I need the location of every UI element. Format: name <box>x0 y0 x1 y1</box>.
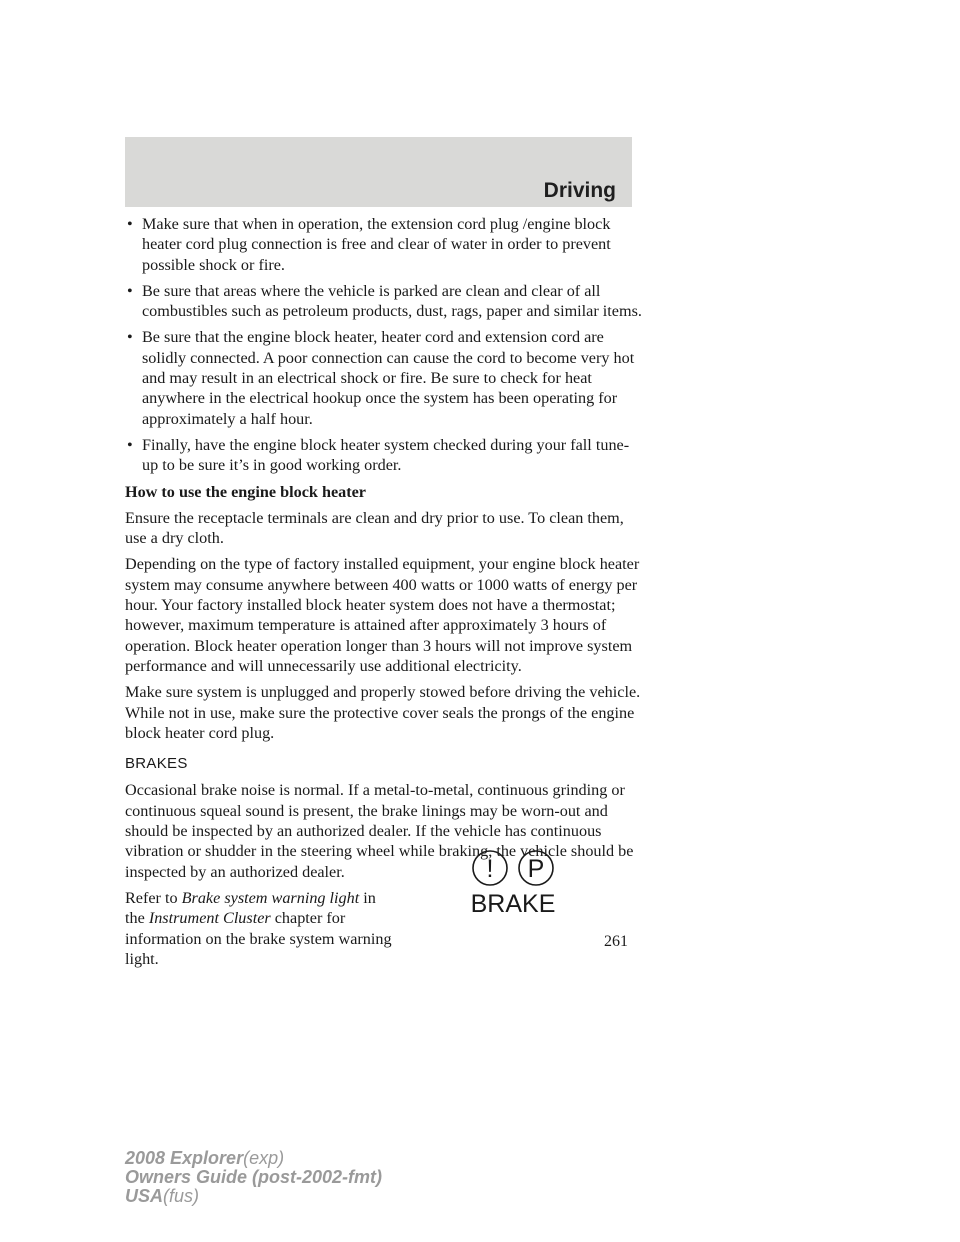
bullet-text: Be sure that the engine block heater, heater cord and extension cord are solidly connected. A poor connection can cause the cord to become very hot and may result in an electrical shock or fire. Be sure to check for heat anywhere in the electrical hookup once the system has been operating for approximately a half hour. <box>142 328 635 428</box>
bullet-text: Finally, have the engine block heater system checked during your fall tune-up to be sure it’s in good working order. <box>142 435 630 475</box>
page-content <box>125 214 645 975</box>
refer-suffix: chapter for information on the brake system warning light. <box>125 909 392 968</box>
bullet-glyph: • <box>127 435 133 454</box>
footer-model: 2008 Explorer <box>125 1148 244 1168</box>
how-to-paragraph: Make sure system is unplugged and properly stowed before driving the vehicle. While not in use, make sure the protective cover seals the prongs of the engine block heater cord plug. <box>125 683 641 742</box>
refer-prefix: Refer to <box>125 888 182 907</box>
section-header-band <box>125 137 632 207</box>
bullet-item <box>125 214 645 275</box>
footer-guide: Owners Guide (post-2002-fmt) <box>125 1167 383 1187</box>
bullet-glyph: • <box>127 281 133 300</box>
footer-market: USA <box>125 1186 164 1206</box>
document-footer <box>125 1149 382 1206</box>
how-to-heading: How to use the engine block heater <box>125 482 366 501</box>
brakes-refer-paragraph <box>125 888 395 969</box>
brakes-heading: BRAKES <box>125 755 188 773</box>
brake-label: BRAKE <box>470 890 556 915</box>
bullet-glyph: • <box>127 215 133 233</box>
section-title: Driving <box>543 179 616 202</box>
footer-market-code: (fus) <box>163 1186 200 1206</box>
refer-link-brake-warning: Brake system warning light <box>181 888 360 907</box>
bullet-item <box>125 435 645 476</box>
how-to-paragraph: Ensure the receptacle terminals are clean and dry prior to use. To clean them, use a dry cloth. <box>125 508 624 548</box>
page-number: 261 <box>604 933 628 950</box>
footer-line-guide <box>125 1168 382 1187</box>
how-to-paragraph: Depending on the type of factory installed equipment, your engine block heater system may consume anywhere between 400 watts or 1000 watts of energy per hour. Your factory installed block heater system does not have a thermostat; however, maximum temperature is attained after approximately 3 hours of operation. Block heater operation longer than 3 hours will not improve system performance and will unnecessarily use additional electricity. <box>125 555 640 675</box>
brakes-paragraph: Occasional brake noise is normal. If a metal-to-metal, continuous grinding or continuous squeal sound is present, the brake linings may be worn-out and should be inspected by an authorized dealer. If the vehicle has continuous vibration or shudder in the steering wheel while braking, the vehicle should be inspected by an authorized dealer. <box>125 781 634 881</box>
bullet-text: Make sure that when in operation, the extension cord plug /engine block heater cord plug connection is free and clear of water in order to prevent possible shock or fire. <box>142 215 611 274</box>
footer-model-code: (exp) <box>243 1148 285 1168</box>
bullet-item <box>125 281 645 322</box>
brake-exclamation-symbol: ! <box>486 855 494 883</box>
footer-line-model <box>125 1149 382 1168</box>
bullet-glyph: • <box>127 328 133 347</box>
refer-middle: in the <box>125 888 376 928</box>
bullet-item <box>125 327 645 428</box>
refer-link-instrument-cluster: Instrument Cluster <box>148 909 271 928</box>
brake-parking-symbol: P <box>527 855 545 883</box>
brake-warning-icon <box>466 849 560 915</box>
bullet-text: Be sure that areas where the vehicle is parked are clean and clear of all combustibles such as petroleum products, dust, rags, paper and similar items. <box>142 281 642 321</box>
footer-line-market <box>125 1187 382 1206</box>
